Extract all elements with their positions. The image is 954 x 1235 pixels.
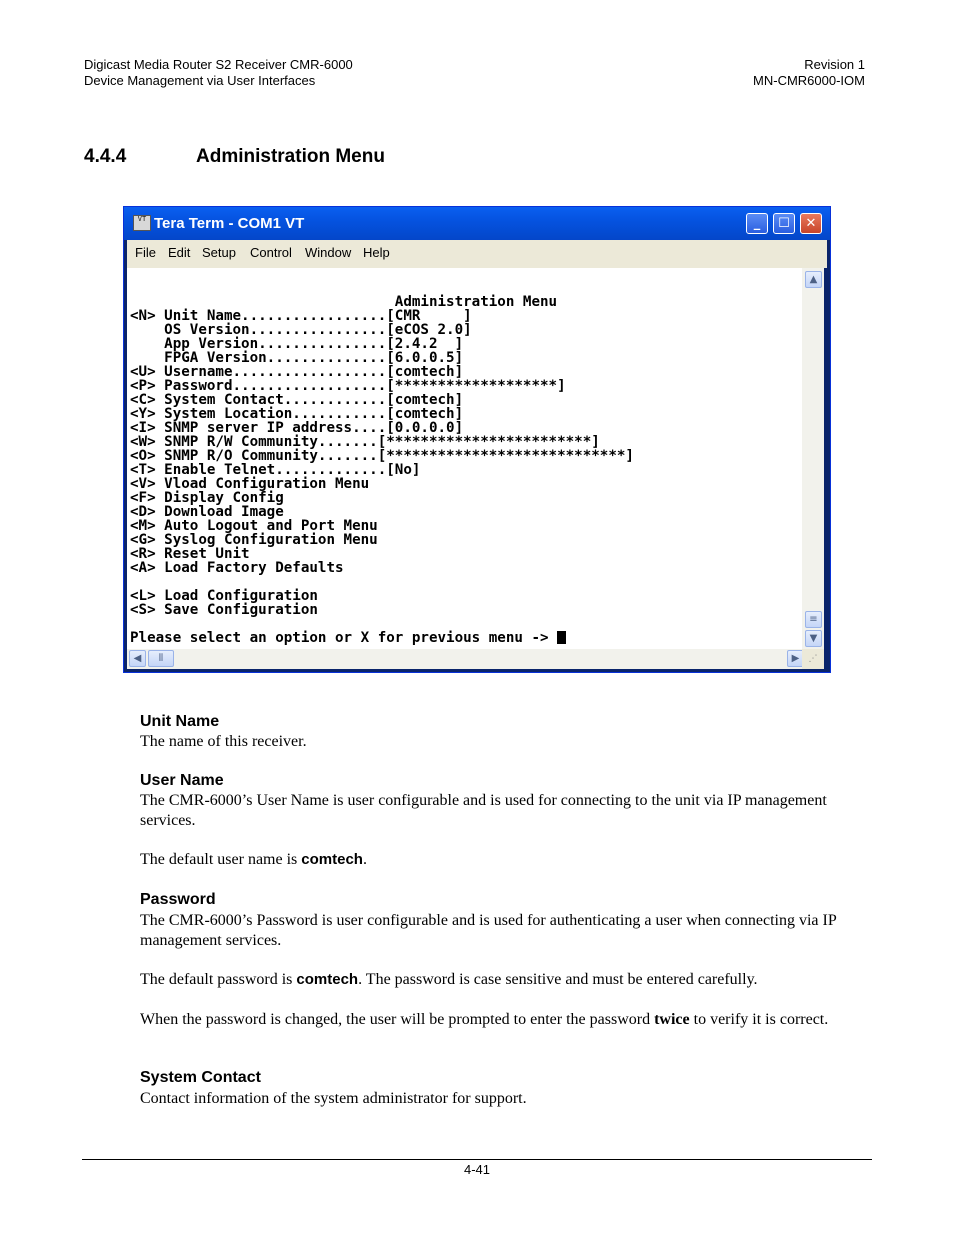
terminal-line: <S> Save Configuration [130,602,318,618]
terminal-line: <L> Load Configuration [130,588,318,604]
menu-file[interactable]: File [135,245,156,260]
horizontal-scroll-thumb[interactable] [148,650,174,667]
footer-divider [82,1159,872,1160]
terminal-window [123,206,831,673]
unit-name-text: The name of this receiver. [140,733,307,750]
terminal-line: FPGA Version..............[6.0.0.5] [130,350,464,366]
vertical-scroll-thumb[interactable] [805,611,822,628]
section-title: Administration Menu [196,146,385,167]
password-default [140,970,880,990]
chevron-right-icon: ▶ [791,653,800,664]
terminal-line: <W> SNMP R/W Community.......[************************] [130,434,600,450]
user-name-default-value: comtech [301,851,363,868]
terminal-line: <U> Username..................[comtech] [130,364,464,380]
resize-grip[interactable] [802,649,824,669]
terminal-cursor [557,631,566,644]
terminal-line: <Y> System Location...........[comtech] [130,406,464,422]
terminal-line: <T> Enable Telnet.............[No] [130,462,421,478]
terminal-line: <I> SNMP server IP address....[0.0.0.0] [130,420,464,436]
maximize-icon: ☐ [778,216,790,231]
terminal-line: <V> Vload Configuration Menu [130,476,370,492]
unit-name-heading: Unit Name [140,713,220,730]
menu-help[interactable]: Help [363,245,390,260]
system-contact-heading: System Contact [140,1069,261,1086]
menu-window[interactable]: Window [305,245,352,260]
password-default-suffix: . The password is case sensitive and must be entered carefully. [358,971,758,988]
vertical-scrollbar[interactable] [802,268,824,649]
menu-setup[interactable]: Setup [202,245,236,260]
scroll-up-button[interactable] [805,271,822,288]
terminal-line: <M> Auto Logout and Port Menu [130,518,378,534]
password-change-note [140,1010,880,1030]
terminal-line: <C> System Contact............[comtech] [130,392,464,408]
scroll-down-button[interactable] [805,630,822,647]
page-header-right [753,57,865,89]
user-name-heading: User Name [140,772,224,789]
terminal-line: <A> Load Factory Defaults [130,560,344,576]
user-name-default-prefix: The default user name is [140,851,302,868]
close-icon: ✕ [805,216,817,231]
minimize-button[interactable] [746,213,768,234]
password-default-prefix: The default password is [140,971,297,988]
page-header-left [84,57,353,89]
terminal-prompt: Please select an option or X for previous menu -> [130,630,558,646]
terminal-output [130,295,634,645]
terminal-lines [130,295,634,631]
terminal-line [130,575,634,589]
chevron-up-icon: ▲ [809,274,818,285]
grip-icon: ⦀ [158,653,164,664]
password-change-suffix: to verify it is correct. [689,1011,829,1028]
terminal-line: <N> Unit Name.................[CMR ] [130,308,472,324]
terminal-line: Administration Menu [130,294,558,310]
chapter-title: Device Management via User Interfaces [84,73,316,88]
chevron-left-icon: ◀ [133,653,142,664]
resize-grip-icon: ⋰ [808,654,818,664]
terminal-app-icon[interactable]: VT [133,215,151,231]
menu-bar [127,240,827,268]
menu-control[interactable]: Control [250,245,292,260]
terminal-line: OS Version................[eCOS 2.0] [130,322,472,338]
document-number: MN-CMR6000-IOM [753,73,865,88]
terminal-screen[interactable] [127,268,802,649]
grip-icon: ≡ [809,614,818,625]
password-text: The CMR-6000’s Password is user configurable and is used for authenticating a user when connecting via IP management services. [140,912,837,949]
terminal-line: <R> Reset Unit [130,546,250,562]
password-change-prefix: When the password is changed, the user will be prompted to enter the password [140,1011,655,1028]
user-name-default [140,850,880,870]
horizontal-scrollbar[interactable] [127,649,802,669]
user-name-text: The CMR-6000’s User Name is user configurable and is used for connecting to the unit via IP management services. [140,792,827,829]
page-number: 4-41 [463,1162,491,1177]
terminal-line [130,617,634,631]
terminal-line: <O> SNMP R/O Community.......[****************************] [130,448,634,464]
chevron-down-icon: ▼ [809,633,818,644]
terminal-line: <F> Display Config [130,490,284,506]
terminal-line: <P> Password..................[*******************] [130,378,566,394]
revision-label: Revision 1 [804,57,865,72]
minimize-icon: _ [753,216,761,231]
section-number: 4.4.4 [84,146,127,167]
window-titlebar[interactable] [124,207,830,240]
terminal-line: App Version...............[2.4.2 ] [130,336,464,352]
password-default-value: comtech [296,971,359,988]
user-name-default-suffix: . [362,851,367,868]
menu-edit[interactable]: Edit [168,245,191,260]
system-contact-text: Contact information of the system administrator for support. [140,1090,527,1107]
password-change-bold: twice [654,1011,690,1028]
section-heading [84,146,385,168]
terminal-line: <G> Syslog Configuration Menu [130,532,378,548]
close-button[interactable] [800,213,822,234]
terminal-line: <D> Download Image [130,504,284,520]
password-heading: Password [140,891,216,908]
scroll-left-button[interactable] [129,650,146,667]
window-title: Tera Term - COM1 VT [154,215,305,232]
maximize-button[interactable] [773,213,795,234]
document-title: Digicast Media Router S2 Receiver CMR-6000 [84,57,353,72]
